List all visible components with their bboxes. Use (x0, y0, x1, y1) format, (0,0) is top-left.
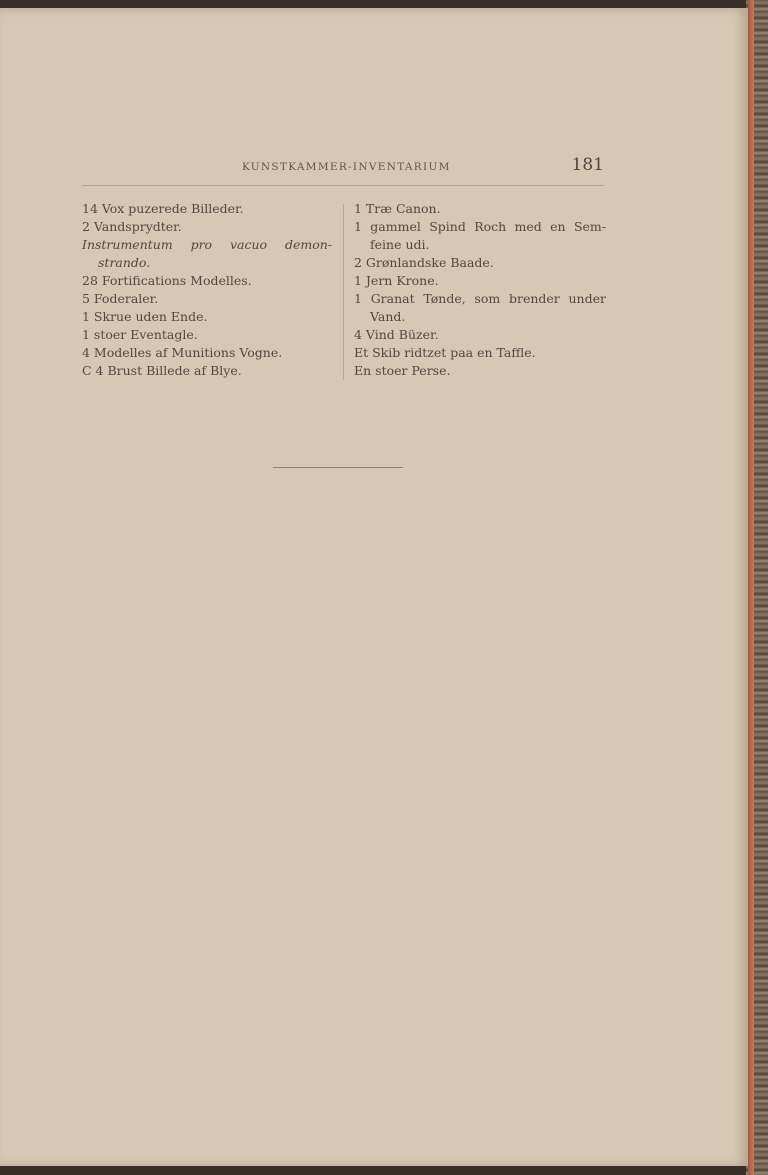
book-edge-cut (748, 0, 754, 1175)
inventory-entry: 4 Vind Büzer. (354, 327, 439, 342)
inventory-columns (82, 200, 606, 385)
inventory-entry: Et Skib ridtzet paa en Taffle. (354, 345, 536, 360)
inventory-entry: 1 Jern Krone. (354, 273, 439, 288)
inventory-entry: feine udi. (370, 237, 430, 252)
inventory-entry: 4 Modelles af Munitions Vogne. (82, 345, 283, 360)
inventory-entry: 5 Foderaler. (82, 291, 159, 306)
inventory-entry: C 4 Brust Billede af Blye. (82, 363, 242, 378)
inventory-entry: 1 stoer Eventagle. (82, 327, 198, 342)
end-rule (273, 467, 403, 468)
inventory-entry: Instrumentum pro vacuo demon- (82, 237, 332, 252)
page-number: 181 (571, 155, 604, 175)
inventory-entry: 1 gammel Spind Roch med en Sem- (354, 219, 606, 234)
inventory-entry: Vand. (370, 309, 406, 324)
column-divider (343, 204, 344, 380)
inventory-entry: 2 Vandsprydter. (82, 219, 182, 234)
book-page (0, 8, 748, 1166)
inventory-entry: 1 Træ Canon. (354, 201, 441, 216)
inventory-entry: 14 Vox puzerede Billeder. (82, 201, 244, 216)
right-column (354, 200, 606, 380)
inventory-entry: En stoer Perse. (354, 363, 451, 378)
inventory-entry: 1 Skrue uden Ende. (82, 309, 208, 324)
inventory-entry: strando. (98, 255, 151, 270)
inventory-entry: 1 Granat Tønde, som brender under (354, 291, 606, 306)
running-title: KUNSTKAMMER-INVENTARIUM (242, 161, 451, 173)
page-header (82, 153, 604, 186)
left-column (82, 200, 332, 380)
inventory-entry: 2 Grønlandske Baade. (354, 255, 494, 270)
inventory-entry: 28 Fortifications Modelles. (82, 273, 252, 288)
